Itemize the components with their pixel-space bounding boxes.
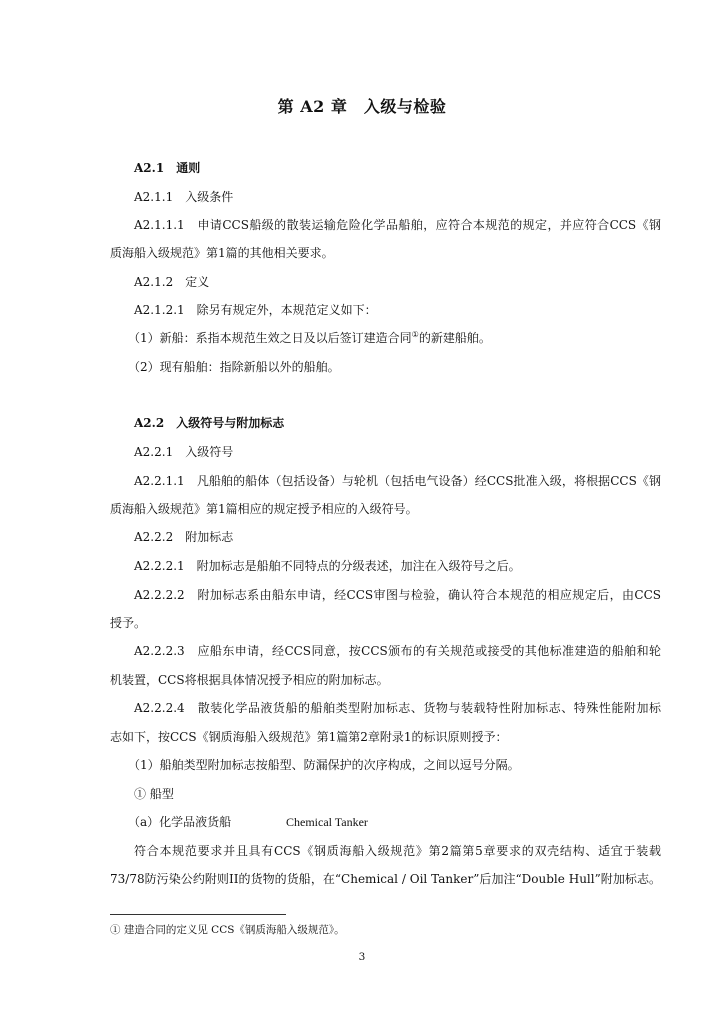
clause-a2-1-2-1: A2.1.2.1 除另有规定外，本规范定义如下： <box>134 303 377 317</box>
clause-a2-2-2-3-line2: 机装置，CCS将根据具体情况授予相应的附加标志。 <box>110 673 389 687</box>
clause-a2-2-2-4-line2: 志如下，按CCS《钢质海船入级规范》第1篇第2章附录1的标识原则授予： <box>110 730 508 744</box>
clause-a2-2-2-2-line1: A2.2.2.2 附加标志系由船东申请，经CCS审图与检验，确认符合本规范的相应规定后，由CCS <box>134 588 661 602</box>
section-heading-a2-1: A2.1 通则 <box>134 161 201 175</box>
clause-a2-2-1-1-line1: A2.2.1.1 凡船舶的船体（包括设备）与轮机（包括电气设备）经CCS批准入级，将根据CCS《钢 <box>134 474 661 488</box>
clause-a2-2-1: A2.2.1 入级符号 <box>134 445 234 459</box>
chemical-tanker-cn: （a）化学品液货船 <box>128 815 232 829</box>
clause-a2-2-2-4-line1: A2.2.2.4 散装化学品液货船的船舶类型附加标志、货物与装载特性附加标志、特殊性能附加标 <box>134 701 661 715</box>
clause-a2-1-1: A2.1.1 入级条件 <box>134 190 234 204</box>
clause-a2-1-2: A2.1.2 定义 <box>134 275 210 289</box>
definition-existing-ship: （2）现有船舶：指除新船以外的船舶。 <box>128 360 340 374</box>
chemical-tanker-en: Chemical Tanker <box>286 815 368 829</box>
clause-a2-1-1-1-line2: 质海船入级规范》第1篇的其他相关要求。 <box>110 246 334 260</box>
paragraph-double-hull-line2: 73/78防污染公约附则II的货物的货船，在“Chemical / Oil Tanker”后加注“Double Hull”附加标志。 <box>110 872 661 886</box>
footnote-divider <box>110 914 286 915</box>
footnote: ① 建造合同的定义见 CCS《钢质海船入级规范》。 <box>110 924 345 936</box>
clause-a2-2-2-2-line2: 授予。 <box>110 616 147 630</box>
chapter-title: 第 A2 章 入级与检验 <box>277 97 447 116</box>
footnote-marker: ① <box>411 330 419 339</box>
paragraph-double-hull-line1: 符合本规范要求并且具有CCS《钢质海船入级规范》第2篇第5章要求的双壳结构、适宜于装载 <box>134 844 661 858</box>
clause-a2-2-2-3-line1: A2.2.2.3 应船东申请，经CCS同意，按CCS颁布的有关规范或接受的其他标准建造的船舶和轮 <box>134 644 661 658</box>
list-item-1: （1）船舶类型附加标志按船型、防漏保护的次序构成，之间以逗号分隔。 <box>128 758 520 772</box>
list-item-chemical-tanker <box>128 814 368 830</box>
clause-a2-2-1-1-line2: 质海船入级规范》第1篇相应的规定授予相应的入级符号。 <box>110 502 418 516</box>
page-number: 3 <box>358 951 366 963</box>
definition-new-ship <box>128 330 491 346</box>
list-item-ship-type: ① 船型 <box>134 787 174 801</box>
definition-new-ship-text: （1）新船：系指本规范生效之日及以后签订建造合同 <box>128 331 412 345</box>
section-heading-a2-2: A2.2 入级符号与附加标志 <box>134 416 285 430</box>
clause-a2-1-1-1-line1: A2.1.1.1 申请CCS船级的散装运输危险化学品船舶，应符合本规范的规定，并应符合CCS《钢 <box>134 218 661 232</box>
definition-new-ship-text-end: 的新建船舶。 <box>418 331 491 345</box>
clause-a2-2-2: A2.2.2 附加标志 <box>134 530 234 544</box>
clause-a2-2-2-1: A2.2.2.1 附加标志是船舶不同特点的分级表述，加注在入级符号之后。 <box>134 559 521 573</box>
